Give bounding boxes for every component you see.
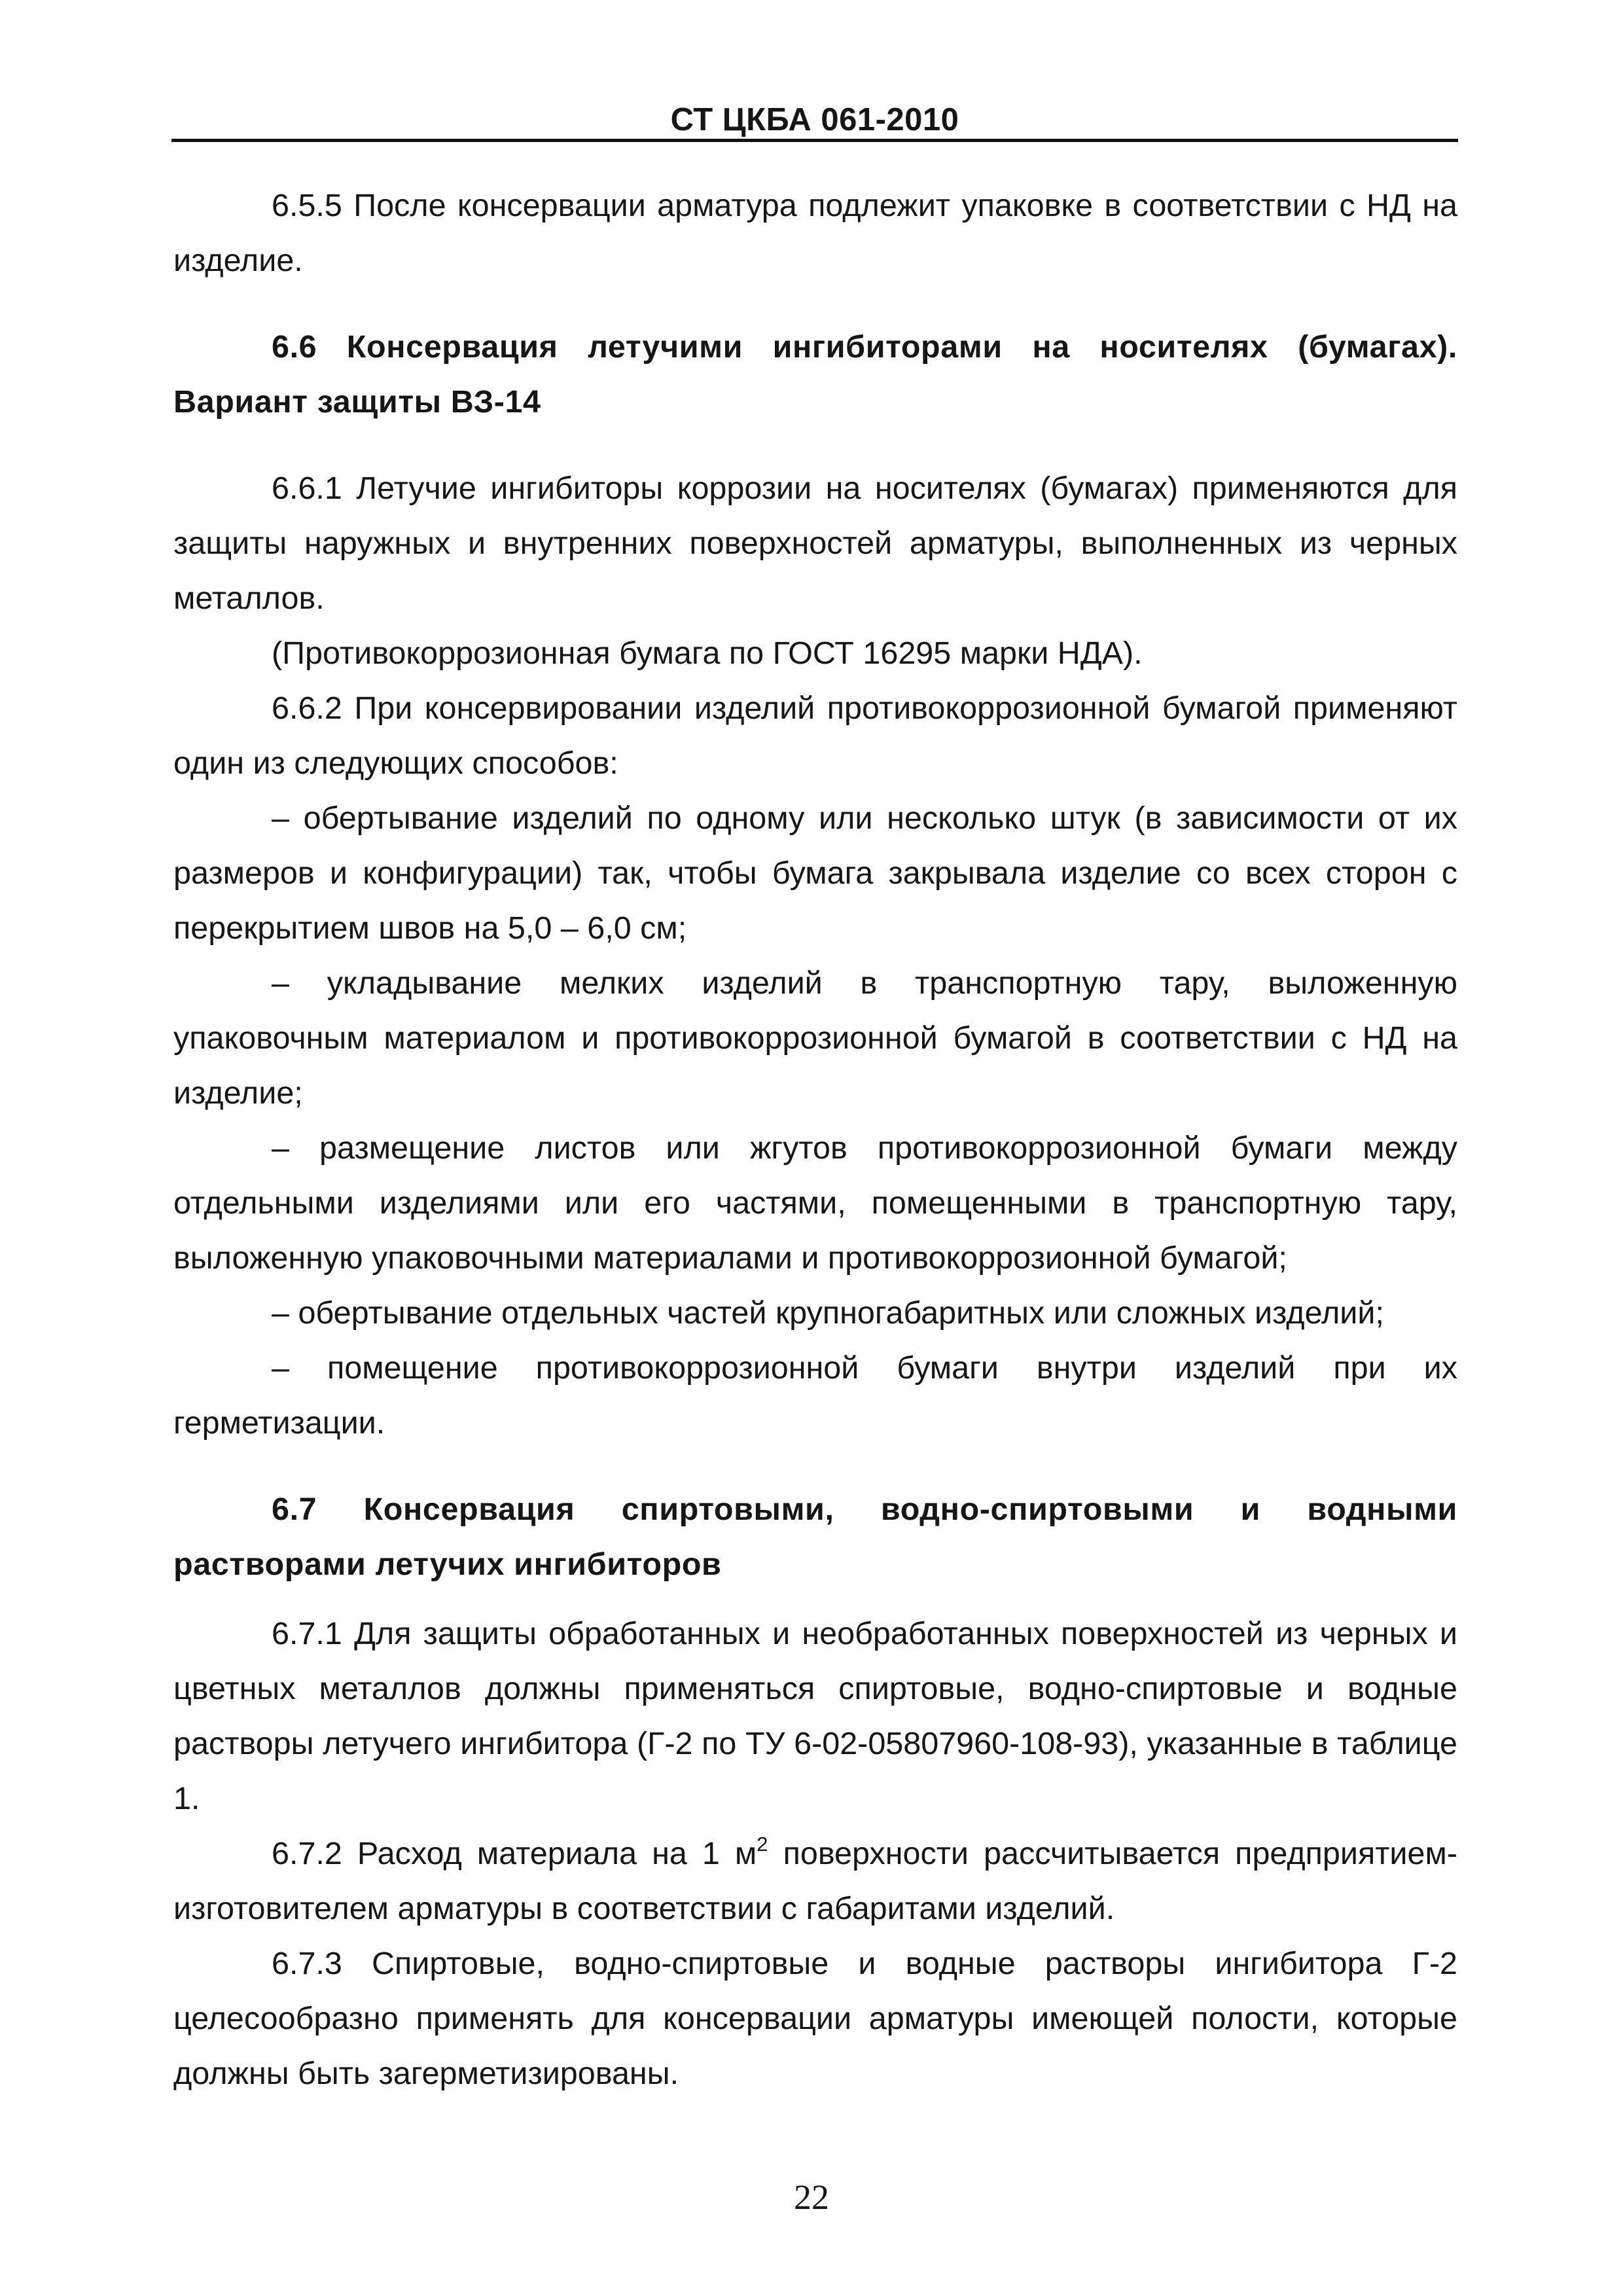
spacer — [173, 1450, 1457, 1482]
paragraph-6-7-3: 6.7.3 Спиртовые, водно-спиртовые и водные растворы ингибитора Г-2 целесообразно применять для консервации арматуры имеющей полости, которые должны быть загерметизированы. — [173, 1946, 1457, 2091]
document-body — [173, 178, 1457, 2101]
section-heading-6-6: 6.6 Консервация летучими ингибиторами на носителях (бумагах). Вариант защиты ВЗ-14 — [173, 329, 1457, 420]
section-heading-6-7: 6.7 Консервация спиртовыми, водно-спиртовыми и водными растворами летучих ингибиторов — [173, 1492, 1457, 1582]
list-item: – укладывание мелких изделий в транспортную тару, выложенную упаковочным материалом и противокоррозионной бумагой в соответствии с НД на изделие; — [173, 965, 1457, 1111]
spacer — [173, 288, 1457, 319]
header-rule — [171, 139, 1458, 142]
paragraph-6-7-1: 6.7.1 Для защиты обработанных и необработанных поверхностей из черных и цветных металлов должны применяться спиртовые, водно-спиртовые и водные растворы летучего ингибитора (Г-2 по ТУ 6-02-05807960-108-93), указанные в таблице 1. — [173, 1616, 1457, 1816]
superscript-exponent: 2 — [757, 1833, 768, 1856]
spacer — [173, 1592, 1457, 1606]
paragraph-6-6-1: 6.6.1 Летучие ингибиторы коррозии на носителях (бумагах) применяются для защиты наружных и внутренних поверхностей арматуры, выполненных из черных металлов. — [173, 471, 1457, 616]
paragraph-6-6-1-note: (Противокоррозионная бумага по ГОСТ 16295 марки НДА). — [272, 636, 1143, 671]
paragraph-6-7-2-end: поверхности рассчитывается предприятием-изготовителем арматуры в соответствии с габаритами изделий. — [173, 1836, 1457, 1926]
list-item: – размещение листов или жгутов противокоррозионной бумаги между отдельными изделиями или его частями, помещенными в транспортную тару, выложенную упаковочными материалами и противокоррозионной бумагой; — [173, 1130, 1457, 1276]
list-item: – обертывание отдельных частей крупногабаритных или сложных изделий; — [272, 1295, 1384, 1331]
page-number: 22 — [794, 2178, 829, 2217]
paragraph-6-7-2-start: 6.7.2 Расход материала на 1 м — [272, 1836, 757, 1871]
spacer — [173, 429, 1457, 461]
paragraph-6-6-2: 6.6.2 При консервировании изделий противокоррозионной бумагой применяют один из следующих способов: — [173, 691, 1457, 781]
paragraph-6-5-5: 6.5.5 После консервации арматура подлежит упаковке в соответствии с НД на изделие. — [173, 188, 1457, 278]
paragraph-6-7-2 — [173, 1826, 1457, 1936]
list-item: – обертывание изделий по одному или несколько штук (в зависимости от их размеров и конфигурации) так, чтобы бумага закрывала изделие со всех сторон с перекрытием швов на 5,0 – 6,0 см; — [173, 800, 1457, 946]
list-item: – помещение противокоррозионной бумаги внутри изделий при их герметизации. — [173, 1350, 1457, 1441]
document-header: СТ ЦКБА 061-2010 — [670, 102, 959, 137]
